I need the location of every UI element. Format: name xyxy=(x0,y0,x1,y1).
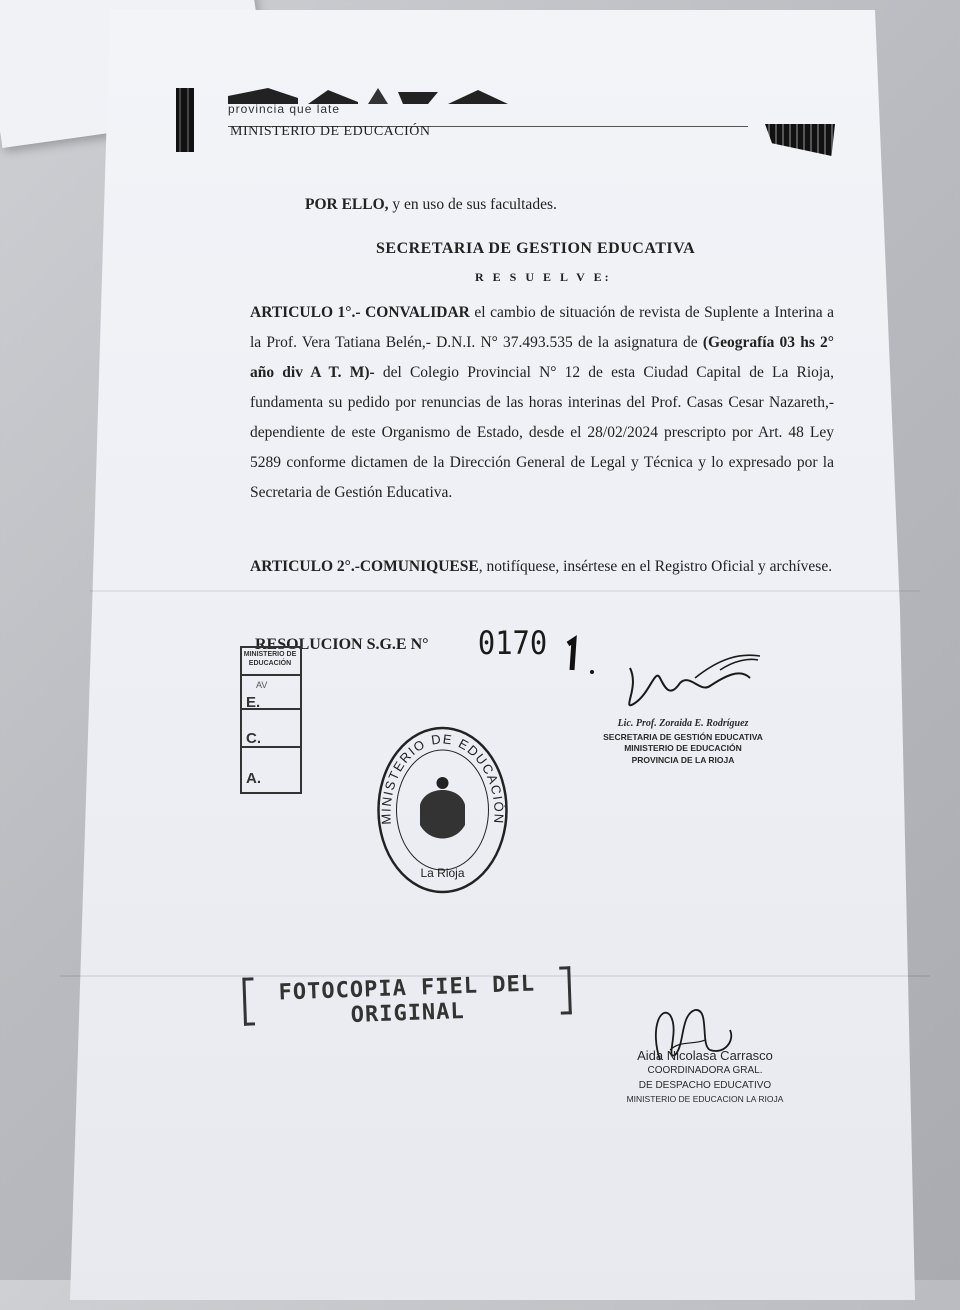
handwritten-mark xyxy=(562,630,602,680)
document-title: SECRETARIA DE GESTION EDUCATIVA xyxy=(376,240,696,257)
header-barcode-bar xyxy=(176,88,194,152)
article-2-heading: ARTICULO 2°.-COMUNIQUESE xyxy=(250,558,479,575)
signature-2-line3: MINISTERIO DE EDUCACION LA RIOJA xyxy=(626,1094,784,1104)
article-1-text-a: el cambio de situación de revista de Suplente a Interina a la Prof. Vera Tatiana Belén,- D.N.I. N° 37.493.535 de la asignatura de xyxy=(250,304,835,351)
logo-tagline: provincia que late xyxy=(228,102,341,116)
resuelve-heading: R E S U E L V E: xyxy=(475,270,612,284)
signature-2-line1: COORDINADORA GRAL. xyxy=(647,1065,763,1076)
signature-1-line2: MINISTERIO DE EDUCACIÓN xyxy=(624,743,742,753)
stamp-av: AV xyxy=(256,680,268,690)
article-2 xyxy=(250,552,834,582)
preamble-text: y en uso de sus facultades. xyxy=(388,196,557,213)
article-1-heading: ARTICULO 1°.- CONVALIDAR xyxy=(250,304,470,321)
signature-2-name: Aida Nicolasa Carrasco xyxy=(637,1048,773,1063)
article-1-text-b: del Colegio Provincial N° 12 de esta Ciudad Capital de La Rioja, fundamenta su pedido por renuncias de las horas interinas del Prof. Casas Cesar Nazareth,- dependiente de este Organismo de Estado, desde el 28/02/2024 prescripto por Art. 48 Ley 5289 conforme dictamen de la Dirección General de Legal y Técnica y lo expresado por la Secretaria de Gestión Educativa. xyxy=(250,364,834,501)
preamble-bold: POR ELLO, xyxy=(305,196,389,213)
signature-1-scribble xyxy=(600,648,800,718)
article-1-subject: (Geografía 03 hs 2° año div A T. M)- xyxy=(250,334,834,381)
seal-bottom-text: La Rioja xyxy=(420,866,465,880)
preamble xyxy=(305,196,557,214)
signature-1-name: Lic. Prof. Zoraida E. Rodríguez xyxy=(617,718,749,729)
ministry-header: MINISTERIO DE EDUCACIÓN xyxy=(230,124,431,139)
signature-2-line2: DE DESPACHO EDUCATIVO xyxy=(638,1080,772,1091)
registry-stamp-box xyxy=(240,646,302,794)
resolution-number: 0170 xyxy=(477,624,548,662)
ministry-seal xyxy=(375,725,510,895)
stamp-title-line1: MINISTERIO DE xyxy=(243,651,297,658)
stamp-title xyxy=(242,650,298,668)
stamp-row-a: A. xyxy=(246,770,261,787)
certified-copy-text: FOTOCOPIA FIEL DEL ORIGINAL xyxy=(278,971,536,1028)
stamp-title-line2: EDUCACIÓN xyxy=(248,660,292,667)
article-2-text: , notifíquese, insértese en el Registro Oficial y archívese. xyxy=(478,558,833,575)
seal-ring-text: MINISTERIO DE EDUCACIÓN xyxy=(378,731,507,826)
article-1 xyxy=(250,298,834,508)
signature-1-line1: SECRETARIA DE GESTIÓN EDUCATIVA xyxy=(603,732,763,742)
resolution-label: RESOLUCION S.G.E N° xyxy=(255,636,429,653)
stamp-row-c: C. xyxy=(242,712,300,748)
paper-fold-line xyxy=(90,590,920,592)
signature-1-line3: PROVINCIA DE LA RIOJA xyxy=(631,755,735,765)
stamp-row-e: E. xyxy=(242,676,300,710)
